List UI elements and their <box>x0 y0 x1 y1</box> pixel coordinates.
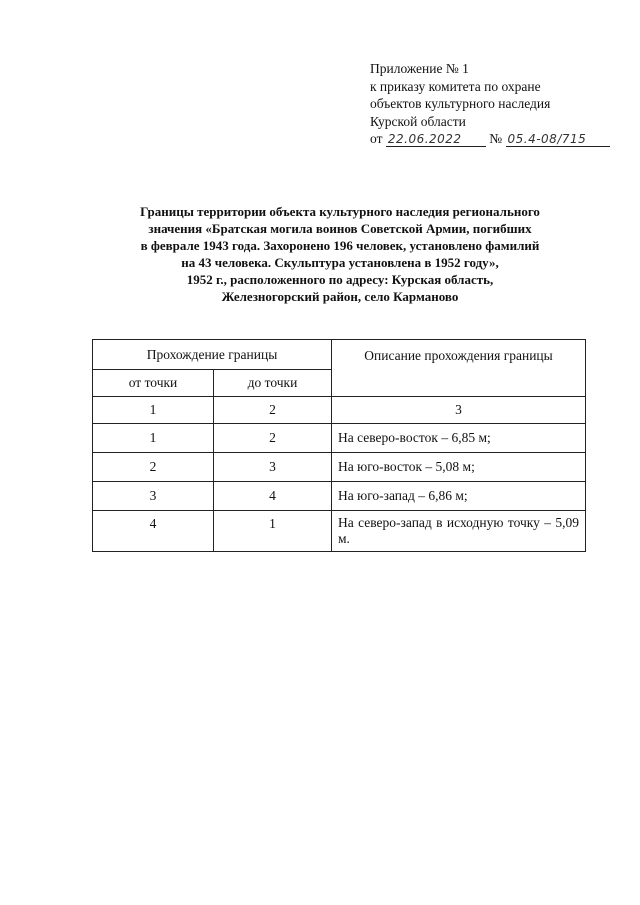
table-row <box>93 482 586 511</box>
header-boundary-passage: Прохождение границы <box>93 340 332 370</box>
title-line: Железногорский район, село Карманово <box>221 289 459 304</box>
to-point-cell: 1 <box>214 511 332 552</box>
column-number: 3 <box>332 397 586 424</box>
from-point-cell: 4 <box>93 511 214 552</box>
handwritten-date: 22.06.2022 <box>386 132 486 147</box>
column-number-row <box>93 397 586 424</box>
title-line: на 43 человека. Скульптура установлена в 1952 году», <box>181 255 499 270</box>
table-row <box>93 424 586 453</box>
appendix-region-line: Курской области <box>370 113 466 129</box>
table-header-row <box>93 340 586 370</box>
appendix-committee-line: объектов культурного наследия <box>370 96 551 111</box>
appendix-title: Приложение № 1 <box>370 61 469 76</box>
column-number: 2 <box>214 397 332 424</box>
document-title <box>70 203 610 305</box>
header-from-point: от точки <box>93 370 214 397</box>
title-line: 1952 г., расположенного по адресу: Курская область, <box>186 272 494 287</box>
appendix-order-line: к приказу комитета по охране <box>370 78 541 94</box>
table-row <box>93 511 586 552</box>
table-row <box>93 453 586 482</box>
boundary-table <box>92 339 586 552</box>
title-line: в феврале 1943 года. Захоронено 196 человек, установлено фамилий <box>140 238 540 253</box>
appendix-block <box>370 60 630 148</box>
description-cell: На северо-восток – 6,85 м; <box>332 424 586 453</box>
description-cell: На северо-запад в исходную точку – 5,09 м. <box>332 511 586 552</box>
from-point-cell: 2 <box>93 453 214 482</box>
column-number: 1 <box>93 397 214 424</box>
to-point-cell: 2 <box>214 424 332 453</box>
number-prefix: № <box>489 131 503 146</box>
from-point-cell: 3 <box>93 482 214 511</box>
from-point-cell: 1 <box>93 424 214 453</box>
to-point-cell: 4 <box>214 482 332 511</box>
appendix-date-line <box>370 130 630 148</box>
date-prefix: от <box>370 131 383 146</box>
title-line: Границы территории объекта культурного наследия регионального <box>140 204 540 219</box>
description-cell: На юго-запад – 6,86 м; <box>332 482 586 511</box>
to-point-cell: 3 <box>214 453 332 482</box>
header-boundary-description: Описание прохождения границы <box>332 340 586 397</box>
title-line: значения «Братская могила воинов Советской Армии, погибших <box>148 221 532 236</box>
handwritten-order-number: 05.4-08/715 <box>506 132 610 147</box>
header-to-point: до точки <box>214 370 332 397</box>
description-cell: На юго-восток – 5,08 м; <box>332 453 586 482</box>
